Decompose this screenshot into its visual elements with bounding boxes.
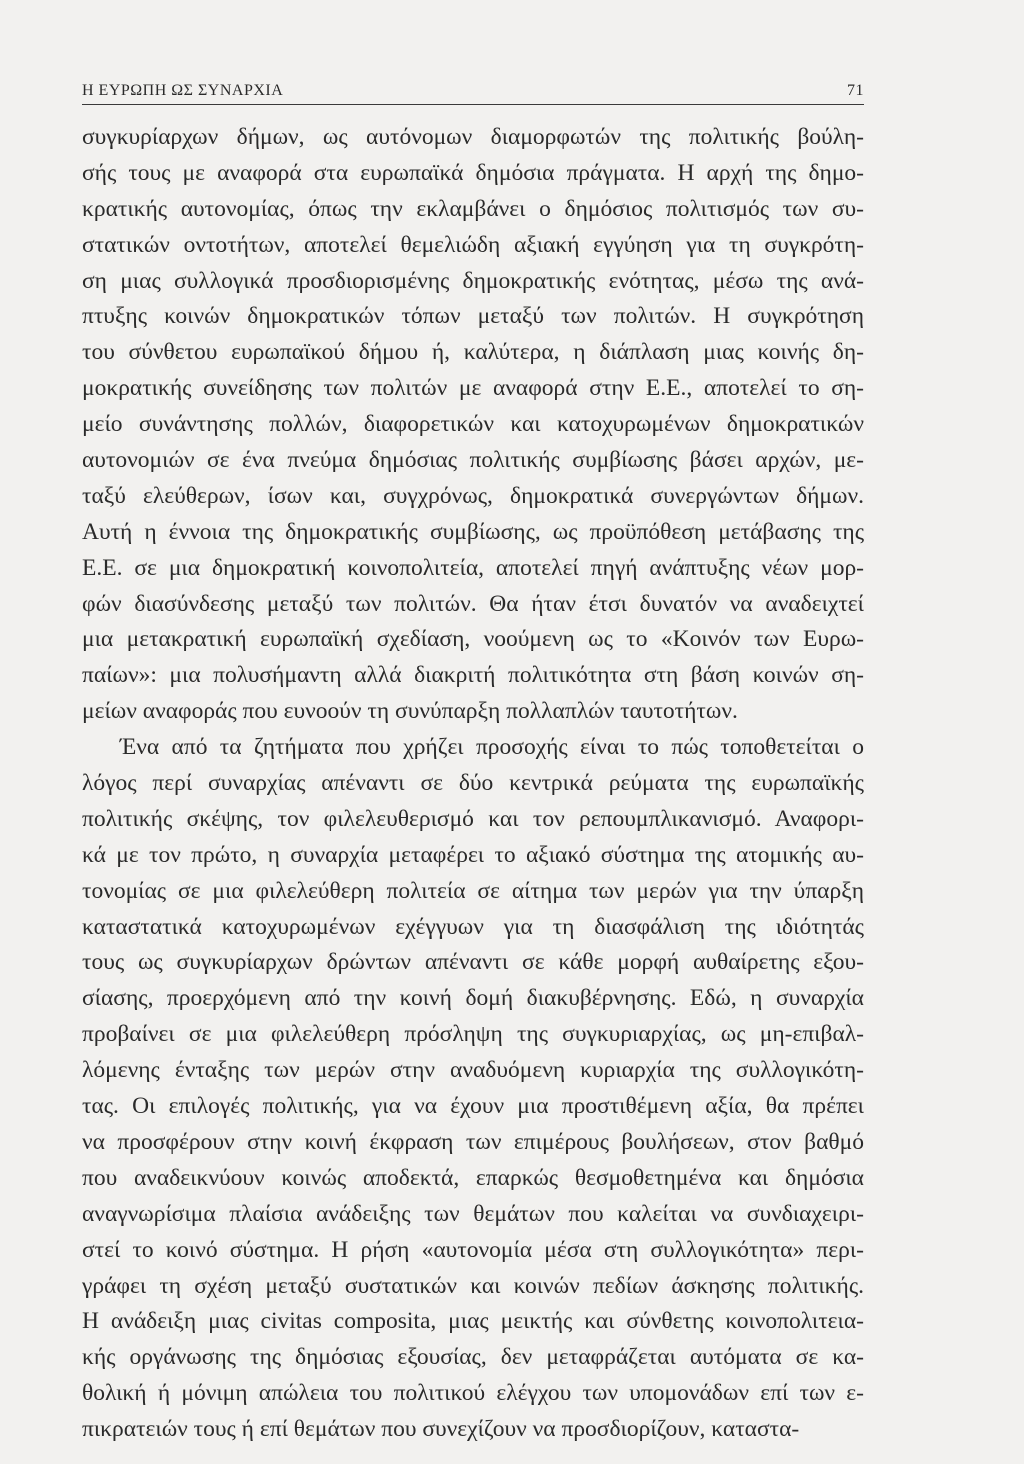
paragraph <box>82 120 864 730</box>
text-line: ταξύ ελεύθερων, ίσων και, συγχρόνως, δημοκρατικά συνεργώντων δήμων. <box>82 482 864 509</box>
text-line: Αυτή η έννοια της δημοκρατικής συμβίωσης, ως προϋπόθεση μετάβασης της <box>82 518 864 545</box>
text-line: τας. Οι επιλογές πολιτικής, για να έχουν μια προστιθέμενη αξία, θα πρέπει <box>82 1093 864 1120</box>
text-line: τους ως συγκυρίαρχων δρώντων απέναντι σε κάθε μορφή αυθαίρετης εξου- <box>82 949 864 976</box>
text-line: προβαίνει σε μια φιλελεύθερη πρόσληψη της συγκυριαρχίας, ως μη-επιβαλ- <box>82 1021 864 1048</box>
text-line: συγκυρίαρχων δήμων, ως αυτόνομων διαμορφωτών της πολιτικής βούλη- <box>82 124 864 150</box>
text-line: μια μετακρατική ευρωπαϊκή σχεδίαση, νοούμενη ως το «Κοινόν των Ευρω- <box>82 626 864 653</box>
text-line: γράφει τη σχέση μεταξύ συστατικών και κοινών πεδίων άσκησης πολιτικής. <box>82 1272 864 1299</box>
text-line: Ε.Ε. σε μια δημοκρατική κοινοπολιτεία, αποτελεί πηγή ανάπτυξης νέων μορ- <box>82 554 864 581</box>
text-line: λόμενης ένταξης των μερών στην αναδυόμενη κυριαρχία της συλλογικότη- <box>82 1057 864 1084</box>
text-line: που αναδεικνύουν κοινώς αποδεκτά, επαρκώς θεσμοθετημένα και δημόσια <box>82 1164 864 1191</box>
running-title: Η ΕΥΡΩΠΗ ΩΣ ΣΥΝΑΡΧΙΑ <box>82 82 284 99</box>
text-line: να προσφέρουν στην κοινή έκφραση των επιμέρους βουλήσεων, στον βαθμό <box>82 1128 864 1155</box>
text-line: πικρατειών τους ή επί θεμάτων που συνεχίζουν να προσδιορίζουν, καταστα- <box>82 1416 800 1443</box>
text-line: του σύνθετου ευρωπαϊκού δήμου ή, καλύτερα, η διάπλαση μιας κοινής δη- <box>82 339 864 366</box>
text-line: καταστατικά κατοχυρωμένων εχέγγυων για τη διασφάλιση της ιδιότητάς <box>82 913 864 940</box>
text-line: σής τους με αναφορά στα ευρωπαϊκά δημόσια πράγματα. Η αρχή της δημο- <box>82 159 864 186</box>
text-line: κά με τον πρώτο, η συναρχία μεταφέρει το αξιακό σύστημα της ατομικής αυ- <box>82 841 864 868</box>
text-line: μείο συνάντησης πολλών, διαφορετικών και κατοχυρωμένων δημοκρατικών <box>82 411 864 438</box>
text-line: Η ανάδειξη μιας civitas composita, μιας μεικτής και σύνθετης κοινοπολιτεια- <box>82 1308 864 1335</box>
text-line: κής οργάνωσης της δημόσιας εξουσίας, δεν μεταφράζεται αυτόματα σε κα- <box>82 1344 864 1371</box>
text-line: κρατικής αυτονομίας, όπως την εκλαμβάνει ο δημόσιος πολιτισμός των συ- <box>82 195 864 222</box>
body-text <box>82 120 864 1448</box>
text-line: μείων αναφοράς που ευνοούν τη συνύπαρξη πολλαπλών ταυτοτήτων. <box>82 698 738 725</box>
text-line: αναγνωρίσιμα πλαίσια ανάδειξης των θεμάτων που καλείται να συνδιαχειρι- <box>82 1200 864 1227</box>
text-line: τονομίας σε μια φιλελεύθερη πολιτεία σε αίτημα των μερών για την ύπαρξη <box>82 877 864 904</box>
text-line: πτυξης κοινών δημοκρατικών τόπων μεταξύ των πολιτών. Η συγκρότηση <box>82 303 864 330</box>
text-line: Ένα από τα ζητήματα που χρήζει προσοχής είναι το πώς τοποθετείται ο <box>120 734 864 761</box>
text-line: παίων»: μια πολυσήμαντη αλλά διακριτή πολιτικότητα στη βάση κοινών ση- <box>82 662 864 689</box>
text-line: στεί το κοινό σύστημα. Η ρήση «αυτονομία μέσα στη συλλογικότητα» περι- <box>82 1236 864 1263</box>
text-line: φών διασύνδεσης μεταξύ των πολιτών. Θα ήταν έτσι δυνατόν να αναδειχτεί <box>82 590 864 617</box>
running-header <box>82 82 864 105</box>
paragraph <box>82 730 864 1448</box>
text-line: πολιτικής σκέψης, τον φιλελευθερισμό και τον ρεπουμπλικανισμό. Αναφορι- <box>82 805 864 832</box>
text-line: αυτονομιών σε ένα πνεύμα δημόσιας πολιτικής συμβίωσης βάσει αρχών, με- <box>82 447 864 474</box>
page-number: 71 <box>847 82 864 99</box>
text-line: ση μιας συλλογικά προσδιορισμένης δημοκρατικής ενότητας, μέσω της ανά- <box>82 267 864 294</box>
text-line: λόγος περί συναρχίας απέναντι σε δύο κεντρικά ρεύματα της ευρωπαϊκής <box>82 770 864 797</box>
text-line: θολική ή μόνιμη απώλεια του πολιτικού ελέγχου των υπομονάδων επί των ε- <box>82 1380 864 1407</box>
text-line: μοκρατικής συνείδησης των πολιτών με αναφορά στην Ε.Ε., αποτελεί το ση- <box>82 375 864 402</box>
text-line: στατικών οντοτήτων, αποτελεί θεμελιώδη αξιακή εγγύηση για τη συγκρότη- <box>82 231 864 258</box>
text-line: σίασης, προερχόμενη από την κοινή δομή διακυβέρνησης. Εδώ, η συναρχία <box>82 985 864 1012</box>
